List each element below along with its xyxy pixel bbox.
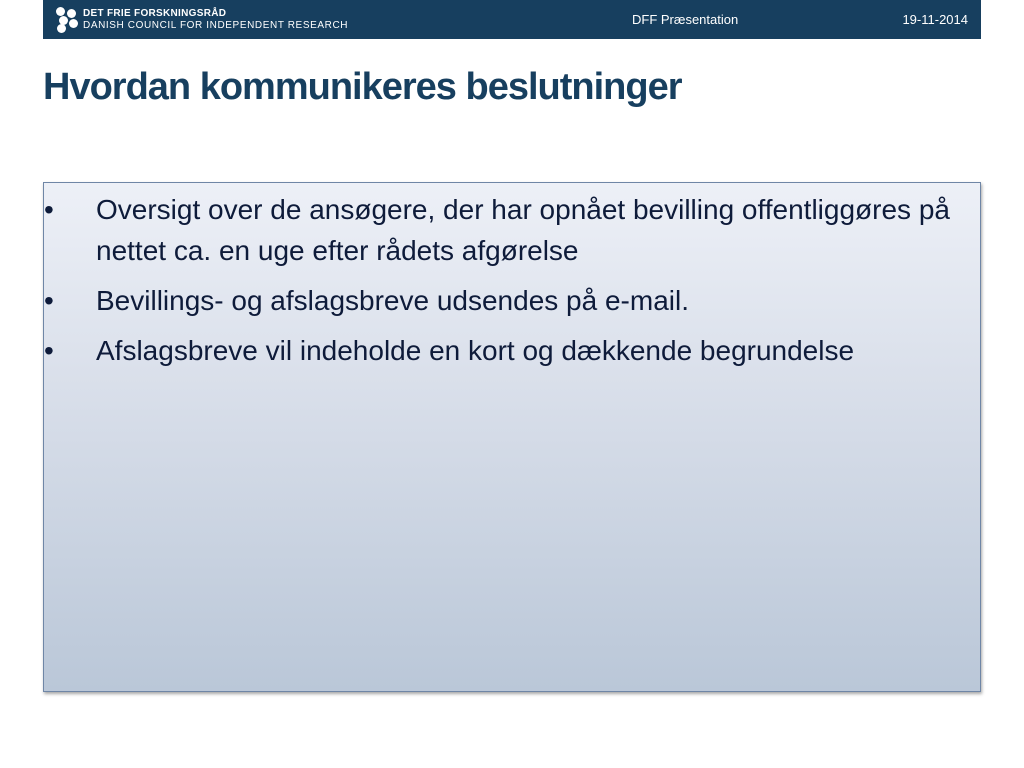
bullet-item (44, 280, 950, 321)
bullet-text: Afslagsbreve vil indeholde en kort og dækkende begrundelse (96, 335, 855, 366)
presentation-date: 19-11-2014 (902, 12, 968, 27)
bullet-text: Oversigt over de ansøgere, der har opnået bevilling offentliggøres på nettet ca. en uge efter rådets afgørelse (96, 194, 950, 266)
bullet-icon: • (44, 335, 54, 366)
logo-dot (57, 24, 66, 33)
content-box (43, 182, 981, 692)
bullet-icon: • (44, 194, 54, 225)
bullet-item (44, 189, 950, 271)
bullet-item (44, 330, 950, 371)
bullet-list (44, 183, 980, 371)
dff-logo-icon (56, 7, 80, 33)
org-subtitle: DANISH COUNCIL FOR INDEPENDENT RESEARCH (83, 20, 349, 31)
logo-dot (67, 9, 76, 18)
slide-title: Hvordan kommunikeres beslutninger (43, 66, 682, 108)
logo-dot (56, 7, 65, 16)
org-name: DET FRIE FORSKNINGSRÅD (83, 8, 227, 19)
org-branding (83, 8, 348, 32)
header-bar (43, 0, 981, 39)
presentation-label: DFF Præsentation (632, 12, 739, 27)
logo-dot (69, 19, 78, 28)
bullet-text: Bevillings- og afslagsbreve udsendes på e-mail. (96, 285, 689, 316)
bullet-icon: • (44, 285, 54, 316)
